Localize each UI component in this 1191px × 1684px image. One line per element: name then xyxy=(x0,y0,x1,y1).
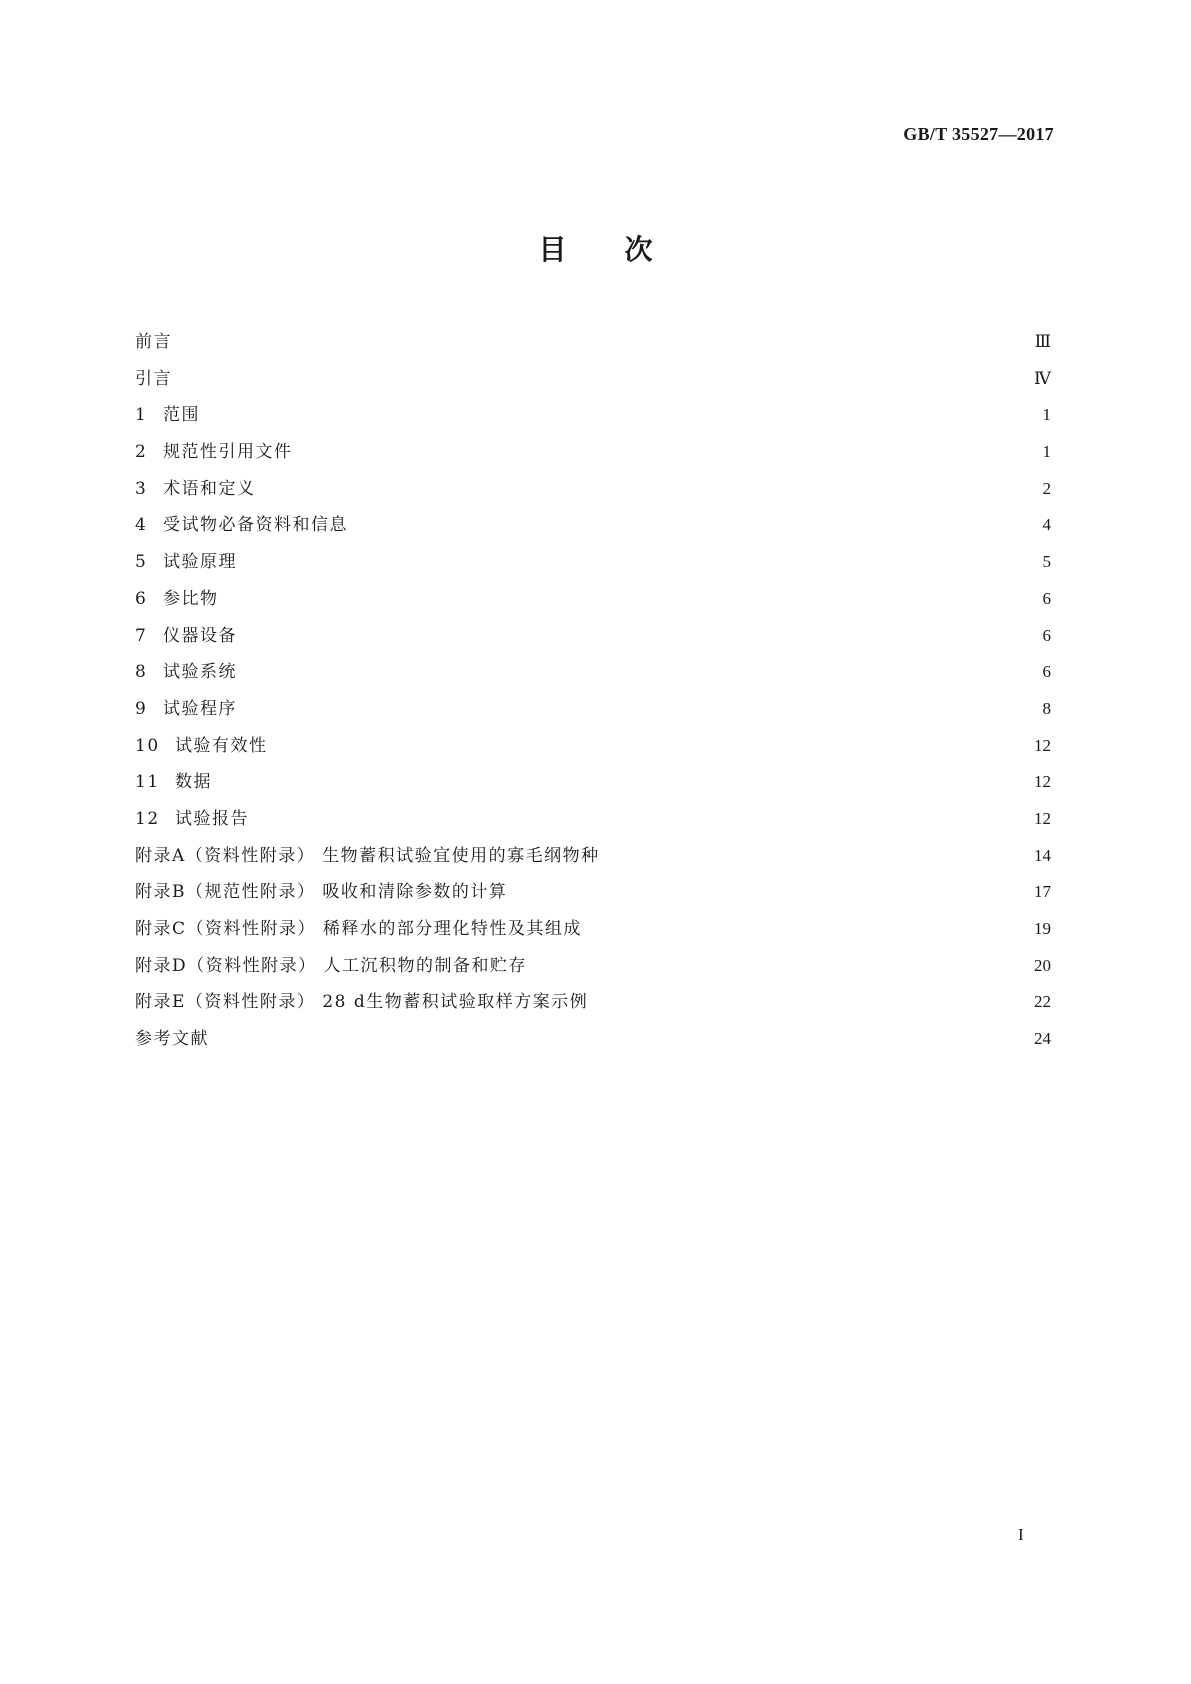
toc-entry[interactable] xyxy=(135,547,1051,584)
toc-entry-label: 试验报告 xyxy=(175,808,249,829)
toc-entry-page: 5 xyxy=(1042,552,1051,572)
toc-entry-page: 6 xyxy=(1042,588,1051,608)
toc-entry-label: 引言 xyxy=(135,368,172,389)
toc-entry-label: 范围 xyxy=(163,405,200,426)
toc-entry[interactable] xyxy=(135,731,1051,768)
dot-leader xyxy=(243,629,1033,639)
toc-entry-label: 附录A（资料性附录） 生物蓄积试验宜使用的寡毛纲物种 xyxy=(135,845,600,866)
dot-leader xyxy=(588,922,1028,932)
toc-entry[interactable] xyxy=(135,364,1051,401)
dot-leader xyxy=(243,555,1033,565)
toc-entry-page: 22 xyxy=(1034,992,1051,1012)
dot-leader xyxy=(215,1032,1028,1042)
toc-entry-number: 1 xyxy=(135,405,148,426)
toc-entry-page: 6 xyxy=(1042,662,1051,682)
dot-leader xyxy=(255,812,1028,822)
toc-entry-page: 4 xyxy=(1042,515,1051,535)
toc-entry[interactable] xyxy=(135,621,1051,658)
toc-entry-label: 附录D（资料性附录） 人工沉积物的制备和贮存 xyxy=(135,955,528,976)
toc-entry-page: 6 xyxy=(1042,625,1051,645)
toc-entry[interactable] xyxy=(135,951,1051,988)
toc-entry[interactable] xyxy=(135,437,1051,474)
toc-entry[interactable] xyxy=(135,877,1051,914)
dot-leader xyxy=(354,518,1033,528)
toc-entry-label: 试验程序 xyxy=(163,698,237,719)
dot-leader xyxy=(606,849,1028,859)
toc-entry-label: 参考文献 xyxy=(135,1029,209,1050)
toc-entry[interactable] xyxy=(135,767,1051,804)
toc-entry-label: 仪器设备 xyxy=(163,625,237,646)
toc-entry[interactable] xyxy=(135,584,1051,621)
title-char-1: 目 xyxy=(538,233,567,266)
toc-entry[interactable] xyxy=(135,474,1051,511)
toc-entry-page: 12 xyxy=(1034,735,1051,755)
dot-leader xyxy=(299,445,1034,455)
toc-entry[interactable] xyxy=(135,327,1051,364)
toc-entry-page: 19 xyxy=(1034,919,1051,938)
toc-entry-page: 20 xyxy=(1034,955,1051,975)
dot-leader xyxy=(262,482,1034,492)
dot-leader xyxy=(218,775,1028,785)
toc-entry-page: Ⅳ xyxy=(1034,368,1051,388)
dot-leader xyxy=(513,885,1028,895)
toc-entry[interactable] xyxy=(135,987,1051,1024)
toc-entry-number: 9 xyxy=(135,698,148,719)
toc-entry-page: 1 xyxy=(1042,442,1051,462)
dot-leader xyxy=(178,335,1029,345)
toc-entry-number: 7 xyxy=(135,625,148,646)
toc-entry[interactable] xyxy=(135,400,1051,437)
dot-leader xyxy=(225,592,1034,602)
dot-leader xyxy=(206,408,1033,418)
toc-entry-label: 前言 xyxy=(135,332,172,352)
toc-entry-page: 8 xyxy=(1042,698,1051,718)
toc-entry-number: 6 xyxy=(135,588,148,609)
toc-entry-number: 8 xyxy=(135,662,148,683)
toc-entry-label: 附录C（资料性附录） 稀释水的部分理化特性及其组成 xyxy=(135,919,582,939)
dot-leader xyxy=(243,702,1033,712)
toc-entry-label: 参比物 xyxy=(163,588,219,609)
toc-entry[interactable] xyxy=(135,841,1051,878)
table-of-contents xyxy=(135,327,1051,1061)
dot-leader xyxy=(178,372,1028,382)
toc-entry-number: 5 xyxy=(135,552,148,573)
toc-entry[interactable] xyxy=(135,657,1051,694)
toc-entry-label: 受试物必备资料和信息 xyxy=(163,515,348,536)
toc-entry-label: 附录B（规范性附录） 吸收和清除参数的计算 xyxy=(135,882,508,903)
standard-code: GB/T 35527—2017 xyxy=(903,124,1054,144)
toc-entry-page: 24 xyxy=(1034,1029,1051,1049)
toc-entry-page: 12 xyxy=(1034,808,1051,828)
toc-entry-page: 2 xyxy=(1042,478,1051,498)
page-number: I xyxy=(1018,1525,1024,1544)
toc-entry-label: 试验原理 xyxy=(163,552,237,573)
toc-entry-label: 试验系统 xyxy=(163,662,237,683)
toc-entry-number: 3 xyxy=(135,478,148,499)
dot-leader xyxy=(274,739,1029,749)
toc-entry-number: 12 xyxy=(135,808,160,829)
toc-entry[interactable] xyxy=(135,510,1051,547)
toc-entry-number: 2 xyxy=(135,442,148,463)
dot-leader xyxy=(533,959,1028,969)
toc-entry-number: 11 xyxy=(135,772,160,793)
dot-leader xyxy=(243,665,1033,675)
toc-entry[interactable] xyxy=(135,804,1051,841)
toc-entry-page: 1 xyxy=(1042,405,1051,425)
toc-entry-label: 规范性引用文件 xyxy=(163,442,293,463)
dot-leader xyxy=(594,995,1028,1005)
toc-entry-number: 4 xyxy=(135,515,148,536)
toc-entry-page: Ⅲ xyxy=(1034,332,1051,351)
page-title xyxy=(0,228,1191,268)
toc-entry-label: 术语和定义 xyxy=(163,478,256,499)
toc-entry[interactable] xyxy=(135,914,1051,951)
toc-entry-page: 14 xyxy=(1034,845,1051,865)
toc-entry-label: 附录E（资料性附录） 28 d生物蓄积试验取样方案示例 xyxy=(135,992,589,1013)
toc-entry[interactable] xyxy=(135,1024,1051,1061)
toc-entry-label: 数据 xyxy=(175,772,212,793)
toc-entry-page: 12 xyxy=(1034,772,1051,792)
toc-entry-page: 17 xyxy=(1034,882,1051,902)
toc-entry-label: 试验有效性 xyxy=(175,735,268,756)
title-char-2: 次 xyxy=(624,233,653,266)
toc-entry-number: 10 xyxy=(135,735,160,756)
toc-entry[interactable] xyxy=(135,694,1051,731)
